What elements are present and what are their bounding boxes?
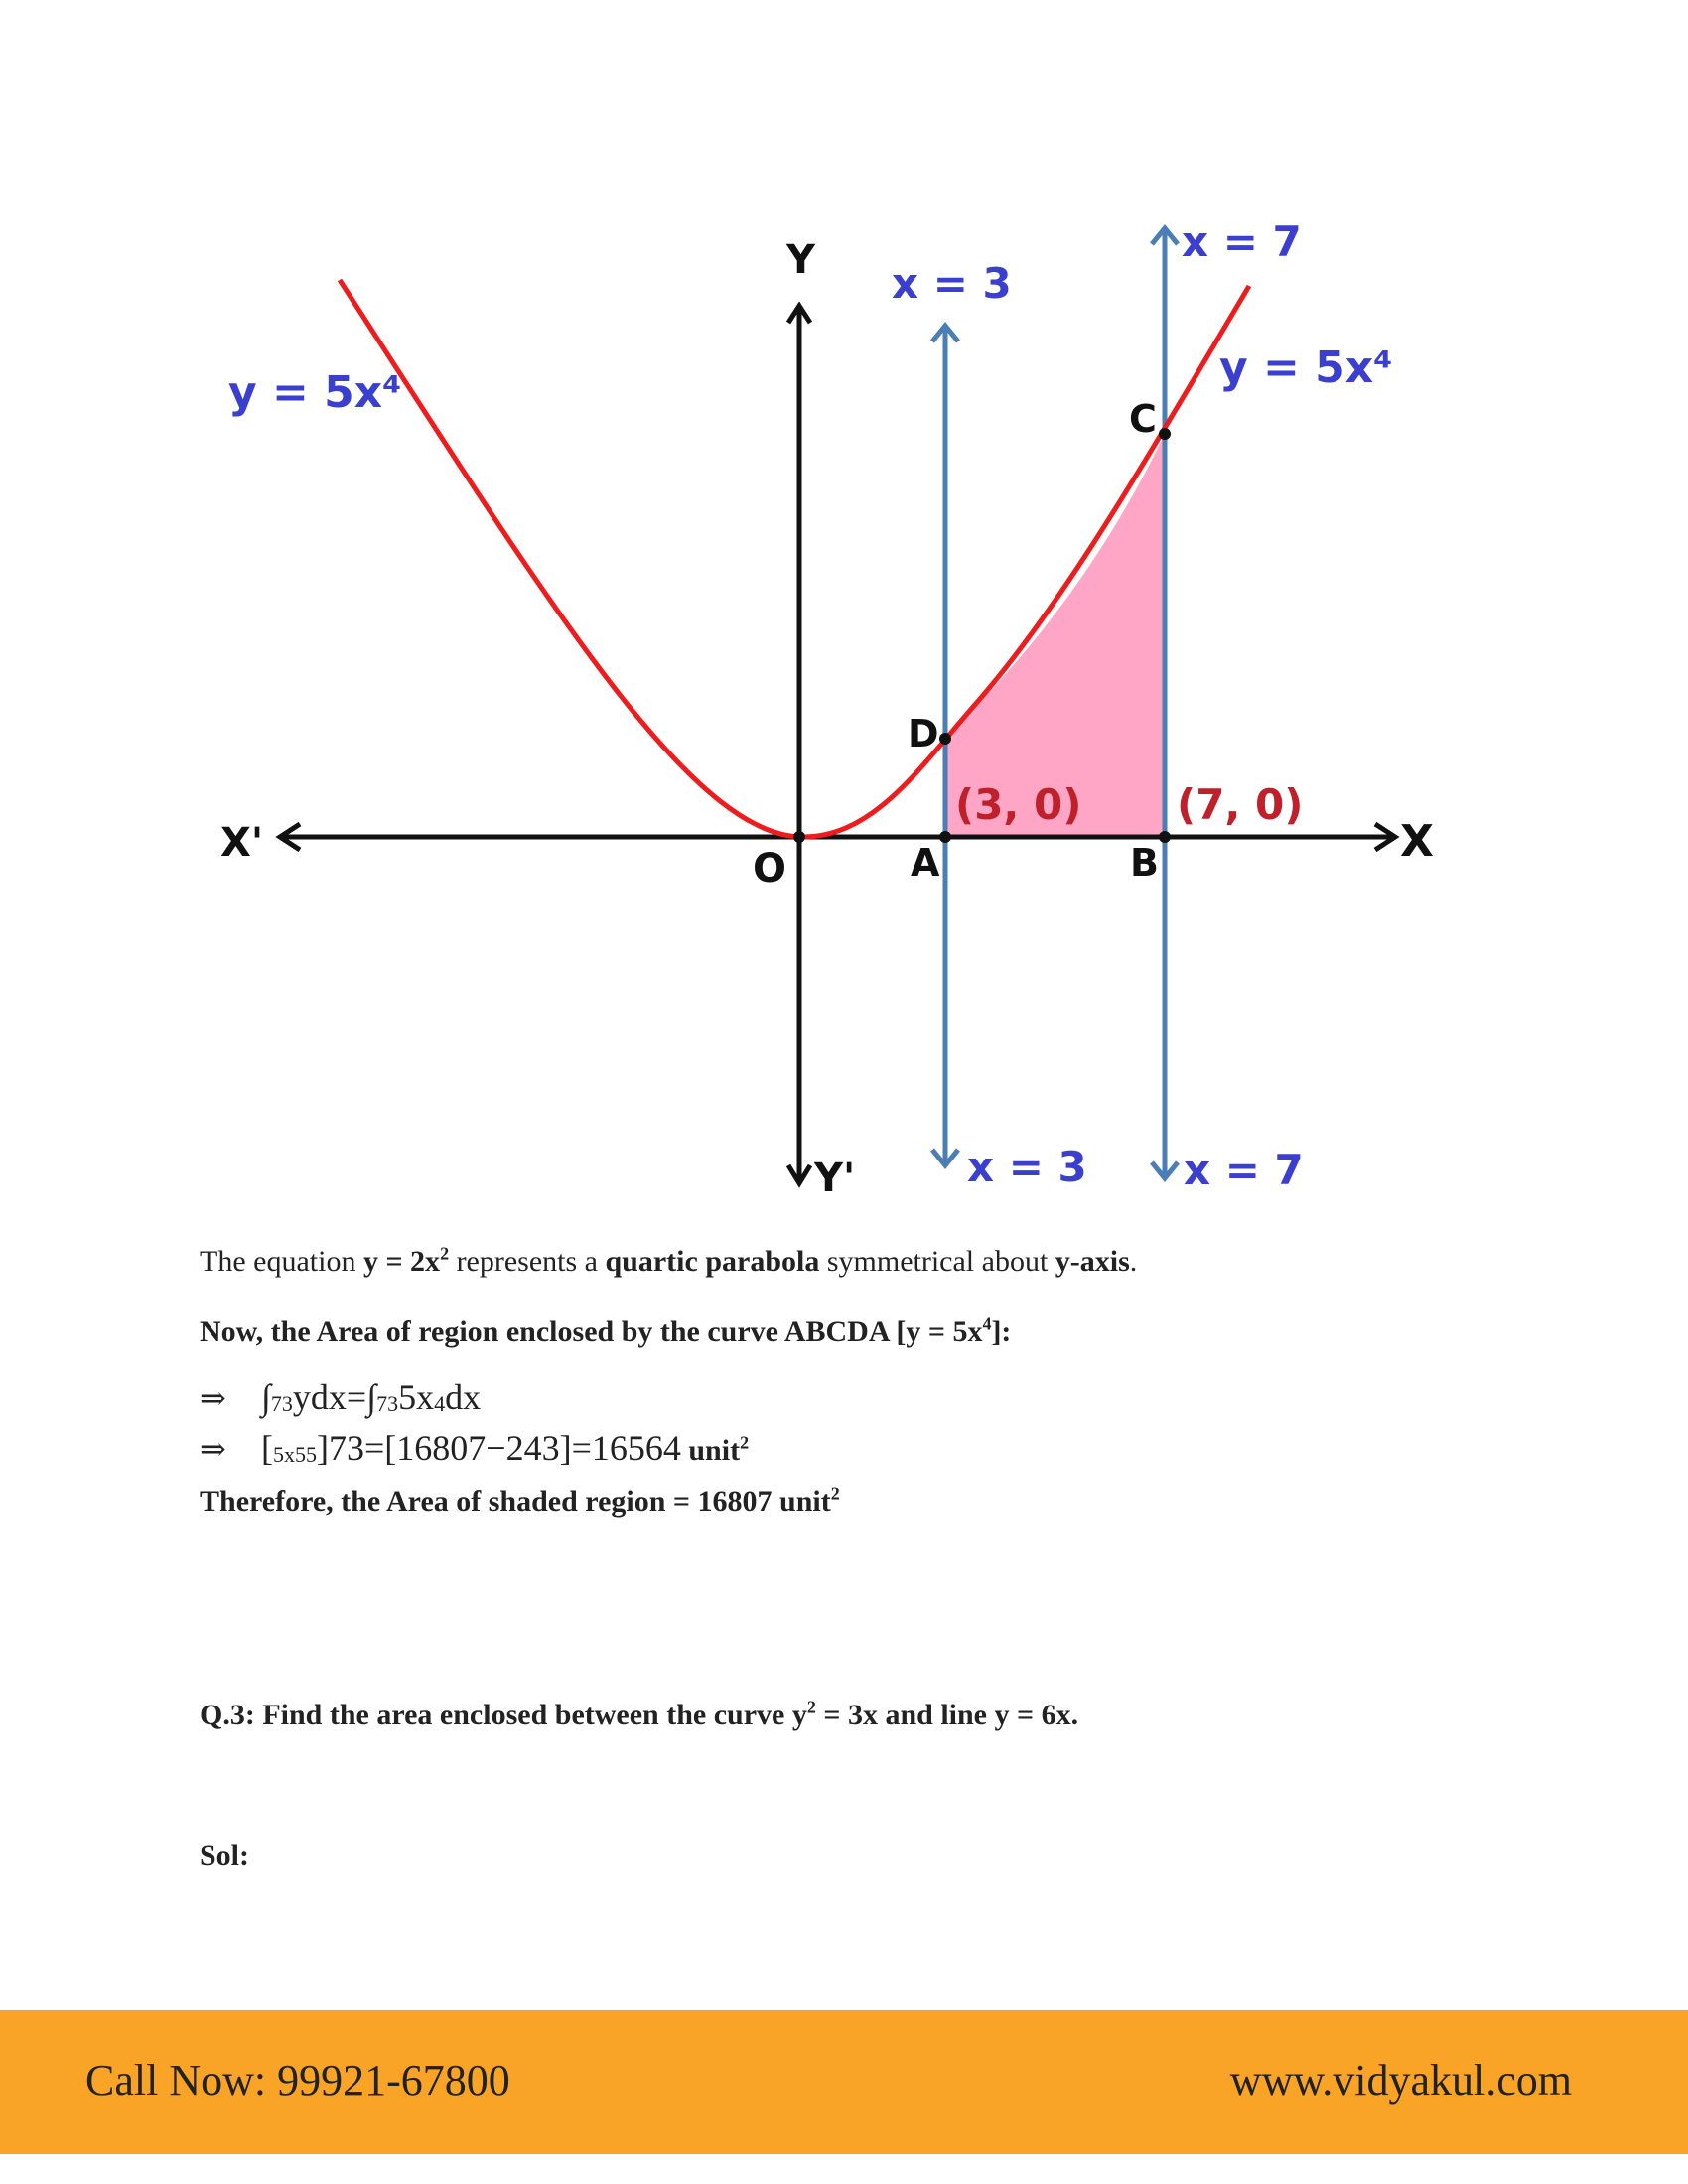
call-now-text: Call Now: 99921-67800 [85, 2056, 510, 2105]
curve-label-left: y = 5x⁴ [228, 367, 402, 418]
math-subscript: 4 [434, 1391, 446, 1416]
math-fragment: ]73=[16807−243]=16564 [317, 1429, 681, 1468]
text-fragment: = 3x and line y = 6x. [815, 1699, 1079, 1731]
math-fragment: dx [445, 1377, 482, 1417]
equation-description [200, 1245, 1137, 1279]
superscript: 4 [982, 1313, 992, 1334]
text-fragment: . [1129, 1245, 1138, 1278]
superscript: 2 [740, 1433, 750, 1453]
point-b-dot [1159, 831, 1171, 843]
superscript: 2 [806, 1697, 816, 1717]
line-x3-bottom-label: x = 3 [967, 1143, 1087, 1191]
text-fragment: Sol: [200, 1840, 250, 1872]
question-3 [200, 1699, 1078, 1732]
integral-limits: 73 [270, 1391, 293, 1416]
math-subscript: 5x55 [273, 1442, 317, 1467]
math-fragment: 5x [398, 1377, 435, 1417]
unit-label: unit [680, 1434, 741, 1467]
point-d-label: D [908, 712, 939, 755]
math-fragment: ydx= [292, 1377, 367, 1417]
math-line-2 [200, 1428, 749, 1469]
text-fragment: y-axis [1055, 1245, 1130, 1278]
text-fragment: ]: [991, 1315, 1012, 1348]
curve-label-right: y = 5x⁴ [1219, 342, 1393, 393]
point-c-label: C [1129, 397, 1157, 441]
shaded-region [945, 434, 1165, 837]
line-x7-top-label: x = 7 [1182, 217, 1302, 266]
integral-symbol: ∫ [366, 1377, 377, 1417]
superscript: 2 [830, 1483, 840, 1504]
text-fragment: represents a [449, 1245, 606, 1278]
implies-symbol: ⇒ [200, 1380, 226, 1416]
text-fragment: Q.3: Find the area enclosed between the curve y [200, 1699, 807, 1731]
area-statement [200, 1315, 1011, 1349]
website-link[interactable]: www.vidyakul.com [1229, 2056, 1572, 2105]
text-fragment: quartic parabola [605, 1245, 820, 1278]
point-d-dot [939, 733, 951, 745]
coord-a-label: (3, 0) [955, 780, 1082, 829]
integral-limits: 73 [376, 1391, 399, 1416]
point-a-label: A [911, 841, 940, 885]
text-fragment: Therefore, the Area of shaded region = 16807 unit [200, 1485, 831, 1518]
math-line-1 [200, 1376, 481, 1418]
text-fragment: The equation [200, 1245, 363, 1278]
axis-x-label: X [1400, 816, 1434, 867]
implies-symbol: ⇒ [200, 1432, 226, 1467]
line-x3-top-label: x = 3 [892, 259, 1012, 308]
axis-y-neg-label: Y' [814, 1156, 856, 1201]
text-fragment: y = 2x [362, 1245, 441, 1278]
solution-label [200, 1840, 249, 1873]
math-fragment: [ [261, 1429, 273, 1468]
result-statement [200, 1485, 840, 1519]
text-fragment: symmetrical about [819, 1245, 1055, 1278]
origin-label: O [753, 846, 787, 891]
text-fragment: Now, the Area of region enclosed by the curve ABCDA [y = 5x [200, 1315, 983, 1348]
point-o-dot [793, 831, 805, 843]
line-x7-bottom-label: x = 7 [1184, 1146, 1304, 1194]
integral-symbol: ∫ [261, 1377, 271, 1417]
axis-x-neg-label: X' [220, 820, 264, 866]
point-b-label: B [1130, 841, 1159, 885]
point-c-dot [1159, 428, 1171, 440]
footer-bar [0, 2010, 1688, 2154]
superscript: 2 [440, 1243, 450, 1264]
axis-y-label: Y [786, 237, 815, 283]
point-a-dot [939, 831, 951, 843]
coord-b-label: (7, 0) [1177, 780, 1304, 829]
